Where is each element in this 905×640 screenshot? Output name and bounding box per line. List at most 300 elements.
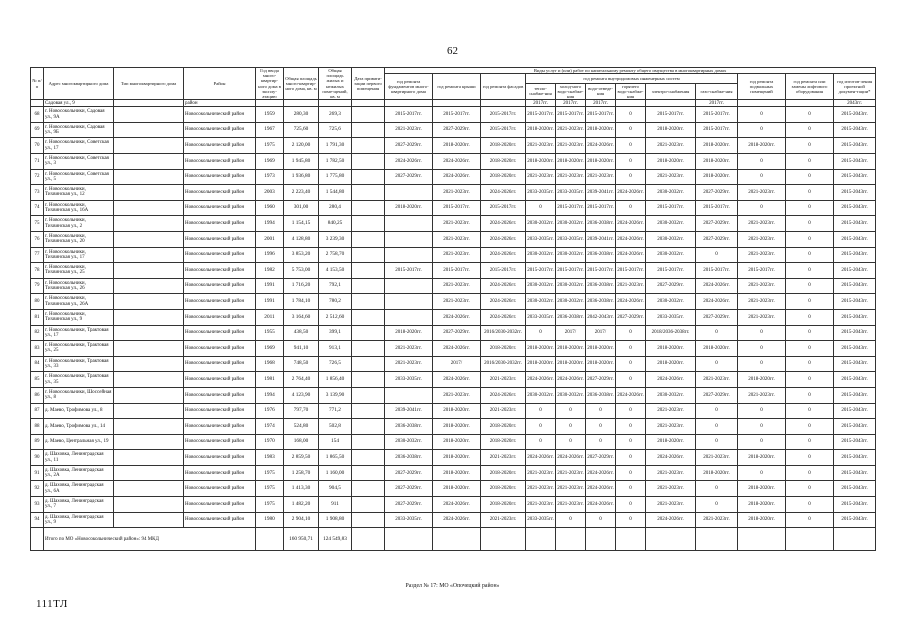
cell-gas: 0 [696,403,738,419]
cell-design-docs: 2015-2043гг. [834,169,876,185]
cell-elevator: 0 [786,107,834,123]
cell-year-built: 2011 [256,309,284,325]
cell-num: 92 [31,481,44,497]
cell-sewage: 2015-2017гг. [586,263,616,279]
capital-repair-table [30,67,876,551]
cell-electric: 2024-2026гг. [646,512,696,528]
cell-electric: 2024-2026гг. [646,450,696,466]
cell-cold-water: 0 [556,434,586,450]
cell-cold-water: 2024-2026гг. [556,450,586,466]
page-number: 62 [447,45,458,57]
cell-foundation: 2024-2026гг. [385,154,433,170]
cell-basement: 0 [738,403,786,419]
cell-district: Новосокольнический район [184,403,256,419]
cell-privatization-date [352,341,385,357]
cell-cold-water: 2015-2017гг. [556,200,586,216]
cell-sewage: 2036-2038гг. [586,278,616,294]
cell-residential-area: 399,1 [319,325,352,341]
cell-sewage: 2021-2023гг. [586,169,616,185]
cell-elevator: 0 [786,403,834,419]
cell-foundation: 2039-2041гг. [385,403,433,419]
cell-privatization-date [352,294,385,310]
cell-foundation: 2036-2038гг. [385,419,433,435]
header-type: Тип многоквартирного дома [114,68,184,100]
cell-type [114,325,184,341]
cell-foundation: 2015-2017гг. [385,263,433,279]
cell-roof: 2024-2026гг. [433,154,481,170]
cell-cold-water: 2033-2035гг. [556,185,586,201]
cell-design-docs: 2015-2043гг. [834,341,876,357]
cell-basement: 2021-2023гг. [738,247,786,263]
cell-hot-water: 0 [616,122,646,138]
cell-electric: 2021-2023гг. [646,497,696,513]
cell-gas: 2018-2020гг. [696,169,738,185]
cell-cold-water: 0 [556,419,586,435]
cell-type [114,419,184,435]
cell-elevator: 0 [786,138,834,154]
table-row [31,294,876,310]
cell-cold-water: 2018-2020гг. [556,341,586,357]
cell-year-built: 2003 [256,185,284,201]
cell-type [114,403,184,419]
cell-sewage: 0 [586,512,616,528]
cell-design-docs: 2015-2043гг. [834,450,876,466]
cell-facade: 2015-2017гг. [481,200,526,216]
cell-elevator: 0 [786,356,834,372]
table-row [31,419,876,435]
table-row [31,481,876,497]
cell-heat: 2018-2020гг. [526,356,556,372]
header-internal-systems: год ремонта внутридомовых инженерных систем [526,74,738,83]
cell-privatization-date [352,465,385,481]
cell-elevator: 0 [786,278,834,294]
cell-total-area: 1 936,80 [284,169,319,185]
cell-type [114,465,184,481]
header-address: Адрес многоквартирного дома [44,68,114,100]
cell-electric: 2024-2026гг. [646,372,696,388]
cell-gas: 2027-2029гг. [696,309,738,325]
cell-num: 79 [31,278,44,294]
cell-residential-area: 1 791,30 [319,138,352,154]
cell-sewage: 2036-2038гг. [586,387,616,403]
cell-roof: 2024-2026гг. [433,309,481,325]
table-row [31,263,876,279]
cell-privatization-date [352,419,385,435]
cell-num: 85 [31,372,44,388]
cell-total-area: 3 853,20 [284,247,319,263]
cell-hot-water: 2024-2026гг. [616,247,646,263]
cell-address: д. Шаховка, Ленинградская ул., 11 [44,450,114,466]
cell-elevator: 0 [786,387,834,403]
cell-hot-water: 0 [616,107,646,123]
cell-heat: 2015-2017гг. [526,107,556,123]
cell-foundation: 2027-2029гг. [385,465,433,481]
cell-privatization-date [352,309,385,325]
cell-district: Новосокольнический район [184,154,256,170]
cell-foundation [385,387,433,403]
cell-facade: 2024-2026гг. [481,278,526,294]
cell-sewage: 2015-2017гг. [586,107,616,123]
cell-residential-area: 840,25 [319,216,352,232]
table-body [31,100,876,528]
cell-residential-area: 154 [319,434,352,450]
cell-residential-area: 1 865,50 [319,450,352,466]
cell-cold-water: 2015-2017гг. [556,107,586,123]
cell-total-area: 1 945,80 [284,154,319,170]
total-area: 160 950,71 [284,528,319,551]
table-row [31,497,876,513]
cell-basement: 0 [738,107,786,123]
cell-elevator: 0 [786,325,834,341]
cell-facade: 2024-2026гг. [481,247,526,263]
cell-year-built: 1991 [256,294,284,310]
cell-cold-water: 2030-2032гг. [556,387,586,403]
cell-basement: 2021-2023гг. [738,185,786,201]
cell-sewage: 2018-2020гг. [586,122,616,138]
cell-year-built: 1976 [256,403,284,419]
cell-facade: 2024-2026гг. [481,387,526,403]
cell-facade: 2015-2017гг. [481,107,526,123]
cell-facade: 2024-2026гг. [481,309,526,325]
cell-roof: 2024-2026гг. [433,497,481,513]
cell-basement: 2021-2023гг. [738,216,786,232]
cell-basement: 2018-2020гг. [738,138,786,154]
cell-total-area: 4 123,90 [284,387,319,403]
cell-privatization-date [352,387,385,403]
cell-heat: 2024-2026гг. [526,372,556,388]
cell-type [114,263,184,279]
cell-privatization-date [352,216,385,232]
cell-foundation: 2033-2035гг. [385,372,433,388]
cell-design-docs: 2015-2043гг. [834,356,876,372]
cell-residential-area: 3 139,90 [319,387,352,403]
footer-code: 111ТЛ [36,598,68,610]
cell-design-docs: 2015-2043гг. [834,247,876,263]
cell-roof: 2018-2020гг. [433,450,481,466]
cell-elevator: 0 [786,200,834,216]
cell-roof: 2021-2023гг. [433,278,481,294]
cell-address: д. Маево, Трофимова ул., 8 [44,403,114,419]
cell-type [114,138,184,154]
cell-privatization-date [352,356,385,372]
cell-elevator: 0 [786,372,834,388]
cell-district: Новосокольнический район [184,278,256,294]
cell-roof: 2015-2017гг. [433,200,481,216]
cell-num: 81 [31,309,44,325]
cell-type [114,309,184,325]
cell-residential-area: 904,5 [319,481,352,497]
cell-cold-water: 2021-2023гг. [556,481,586,497]
cell-year-built: 1975 [256,497,284,513]
cell-hot-water: 2024-2026гг. [616,185,646,201]
cell-facade: 2018-2020гг. [481,138,526,154]
table-row [31,154,876,170]
cell-basement: 0 [738,465,786,481]
cell-foundation [385,278,433,294]
cell-foundation [385,185,433,201]
cell-facade: 2015-2017гг. [481,122,526,138]
cell-total-area: 2 859,50 [284,450,319,466]
cell-facade: 2024-2026гг. [481,216,526,232]
cell-num: 93 [31,497,44,513]
cell-heat: 0 [526,434,556,450]
cell-heat: 0 [526,419,556,435]
header-design-docs: год изготов-ления проектной докумен-тации* [834,74,876,100]
cell-basement: 0 [738,434,786,450]
cell-foundation: 2027-2029гг. [385,138,433,154]
cell-type [114,387,184,403]
cell-foundation: 2021-2023гг. [385,122,433,138]
cell-sewage: 2039-2041гг. [586,231,616,247]
cell-num: 77 [31,247,44,263]
cell-design-docs: 2015-2043гг. [834,481,876,497]
cell-gas: 2018-2020гг. [696,465,738,481]
cell-foundation [385,231,433,247]
cell-elevator: 0 [786,122,834,138]
cell-residential-area: 2 758,70 [319,247,352,263]
cell-foundation: 2027-2029гг. [385,481,433,497]
table-row [31,403,876,419]
table-row [31,356,876,372]
cell-design-docs: 2015-2043гг. [834,154,876,170]
cell-type [114,185,184,201]
cell-residential-area: 1 544,80 [319,185,352,201]
cell-year-built: 1955 [256,325,284,341]
cell-foundation: 2030-2032гг. [385,434,433,450]
header-electric: электро-снабжения [646,83,696,100]
cell-type [114,512,184,528]
cell-foundation: 2018-2020гг. [385,200,433,216]
table-row [31,434,876,450]
cell-district: Новосокольнический район [184,231,256,247]
cell-design-docs: 2043гг. [834,100,876,107]
cell-roof: 2018-2020гг. [433,419,481,435]
cell-facade: 2024-2026гг. [481,231,526,247]
cell-district: Новосокольнический район [184,263,256,279]
cell-residential-area: 725,6 [319,122,352,138]
cell-district: Новосокольнический район [184,325,256,341]
cell-residential-area: 792,1 [319,278,352,294]
cell-district: Новосокольнический район [184,512,256,528]
cell-basement: 2021-2023гг. [738,387,786,403]
cell-electric: 2021-2023гг. [646,138,696,154]
cell-privatization-date [352,231,385,247]
cell-hot-water: 2021-2023гг. [616,278,646,294]
cell-year-built: 1975 [256,138,284,154]
cell-type [114,107,184,123]
section-caption: Раздел № 17: МО «Опочецкий район» [405,583,500,589]
cell-year-built: 1982 [256,263,284,279]
cell-residential-area: 911 [319,497,352,513]
cell-design-docs: 2015-2043гг. [834,278,876,294]
cell-heat: 0 [526,325,556,341]
cell-elevator: 0 [786,419,834,435]
cell-cold-water: 2021-2023гг. [556,497,586,513]
cell-design-docs: 2015-2043гг. [834,200,876,216]
cell-facade: 2024-2026гг. [481,185,526,201]
cell-type [114,169,184,185]
cell-total-area: 2 223,40 [284,185,319,201]
cell-heat: 2033-2035гг. [526,512,556,528]
cell-total-area: 3 164,60 [284,309,319,325]
cell-num: 86 [31,387,44,403]
cell-num: 69 [31,122,44,138]
cell-basement: 0 [738,154,786,170]
cell-num: 82 [31,325,44,341]
cell-district: Новосокольнический район [184,481,256,497]
cell-gas: 0 [696,325,738,341]
cell-design-docs: 2015-2043гг. [834,403,876,419]
cell-basement: 0 [738,169,786,185]
cell-privatization-date [352,138,385,154]
cell-hot-water: 0 [616,403,646,419]
cell-roof: 2024-2026гг. [433,372,481,388]
cell-design-docs: 2015-2043гг. [834,434,876,450]
header-district: Район [184,68,256,100]
cell-sewage: 2024-2026гг. [586,138,616,154]
cell-address: г. Новосокольники, Советская ул., 3 [44,154,114,170]
cell-cold-water: 0 [556,512,586,528]
cell-year-built: 1974 [256,419,284,435]
cell-design-docs: 2015-2043гг. [834,465,876,481]
cell-address: г. Новосокольники, Тихвинская ул., 25 [44,263,114,279]
cell-design-docs: 2015-2043гг. [834,512,876,528]
cell-num: 74 [31,200,44,216]
cell-type [114,278,184,294]
cell-gas: 2015-2017гг. [696,263,738,279]
cell-district: Новосокольнический район [184,216,256,232]
cell-design-docs: 2015-2043гг. [834,387,876,403]
cell-gas: 0 [696,356,738,372]
cell-residential-area: 780,2 [319,294,352,310]
cell-basement: 2021-2023гг. [738,309,786,325]
cell-roof: 2027-2029гг. [433,122,481,138]
cell-privatization-date [352,122,385,138]
cell-num: 84 [31,356,44,372]
cell-elevator: 0 [786,481,834,497]
cell-address: г. Новосокольники, Советская ул., 5 [44,169,114,185]
cell-roof: 2015-2017гг. [433,107,481,123]
cell-sewage: 2036-2038гг. [586,216,616,232]
cell-heat: 2033-2035гг. [526,185,556,201]
cell-hot-water: 0 [616,200,646,216]
cell-electric: 2015-2017гг. [646,200,696,216]
cell-basement: 2021-2023гг. [738,278,786,294]
cell-elevator: 0 [786,263,834,279]
cell-roof: 2018-2020гг. [433,434,481,450]
cell-cold-water: 2030-2032гг. [556,294,586,310]
cell-privatization-date [352,107,385,123]
cell-gas: 2024-2026гг. [696,294,738,310]
header-privatization-date: Дата привати-зации первого помещения [352,68,385,100]
cell-type [114,450,184,466]
cell-roof: 2018-2020гг. [433,465,481,481]
cell-district: Новосокольнический район [184,169,256,185]
cell-elevator: 0 [786,216,834,232]
cell-privatization-date [352,481,385,497]
cell-district: Новосокольнический район [184,185,256,201]
cell-privatization-date [352,263,385,279]
cell-design-docs: 2015-2043гг. [834,138,876,154]
cell-roof: 2021-2023гг. [433,294,481,310]
header-roof: год ремонта крыши [433,74,481,100]
cell-electric: 2033-2035гг. [646,309,696,325]
cell-district: Новосокольнический район [184,309,256,325]
cell-total-area: 4 128,80 [284,231,319,247]
table-row-partial [31,100,876,107]
cell-district: Новосокольнический район [184,294,256,310]
cell-hot-water: 0 [616,512,646,528]
cell-cold-water: 0 [556,403,586,419]
cell-design-docs: 2015-2043гг. [834,497,876,513]
header-elevator: год ремонта или замены лифтового оборудования [786,74,834,100]
table-row [31,450,876,466]
cell-roof: 2024-2026гг. [433,169,481,185]
cell-sewage: 0 [586,403,616,419]
cell-heat: 2024-2026гг. [526,450,556,466]
cell-year-built: 1969 [256,341,284,357]
cell-address: г. Новосокольники, Тихвинская ул., 20 [44,231,114,247]
cell-cold-water: 2021-2023гг. [556,169,586,185]
cell-heat: 0 [526,200,556,216]
cell-hot-water: 0 [616,325,646,341]
cell-year-built: 1980 [256,512,284,528]
cell-year-built: 1983 [256,450,284,466]
header-foundation: год ремонта фундаментов много-квартирного дома [385,74,433,100]
cell-design-docs: 2015-2043гг. [834,231,876,247]
cell-type [114,122,184,138]
cell-design-docs: 2015-2043гг. [834,122,876,138]
cell-elevator: 0 [786,185,834,201]
cell-elevator: 0 [786,341,834,357]
cell-district: Новосокольнический район [184,247,256,263]
cell-gas: 2021-2023гг. [696,512,738,528]
cell-basement: 2021-2023гг. [738,294,786,310]
cell-facade: 2018-2020гг. [481,481,526,497]
cell-roof: 2018-2020гг. [433,481,481,497]
cell-facade: 2021-2023гг. [481,450,526,466]
cell-heat: 2018-2020гг. [526,341,556,357]
cell-year-built: 1960 [256,200,284,216]
total-residential-area: 124 549,83 [319,528,352,551]
cell-num: 89 [31,434,44,450]
cell-heat: 2030-2032гг. [526,387,556,403]
cell-type [114,434,184,450]
cell-num: 78 [31,263,44,279]
cell-total-area: 280,30 [284,107,319,123]
cell-cold-water: 2018-2020гг. [556,154,586,170]
cell-foundation [385,216,433,232]
cell-year-built: 1967 [256,122,284,138]
cell-gas: 2024-2026гг. [696,278,738,294]
cell-electric: 2018-2020гг. [646,356,696,372]
cell-privatization-date [352,154,385,170]
table-row [31,247,876,263]
cell-residential-area: 1 856,40 [319,372,352,388]
cell-electric: 2030-2032гг. [646,185,696,201]
cell-num: 91 [31,465,44,481]
cell-total-area: 1 413,30 [284,481,319,497]
cell-gas: 2027-2029гг. [696,387,738,403]
cell-electric: 2030-2032гг. [646,387,696,403]
cell-year-built: 1969 [256,154,284,170]
cell-electric: 2018-2020гг. [646,341,696,357]
cell-gas: 2015-2017гг. [696,107,738,123]
cell-district: Новосокольнический район [184,419,256,435]
cell-district: Новосокольнический район [184,200,256,216]
cell-hot-water: 0 [616,372,646,388]
cell-hot-water: 0 [616,169,646,185]
